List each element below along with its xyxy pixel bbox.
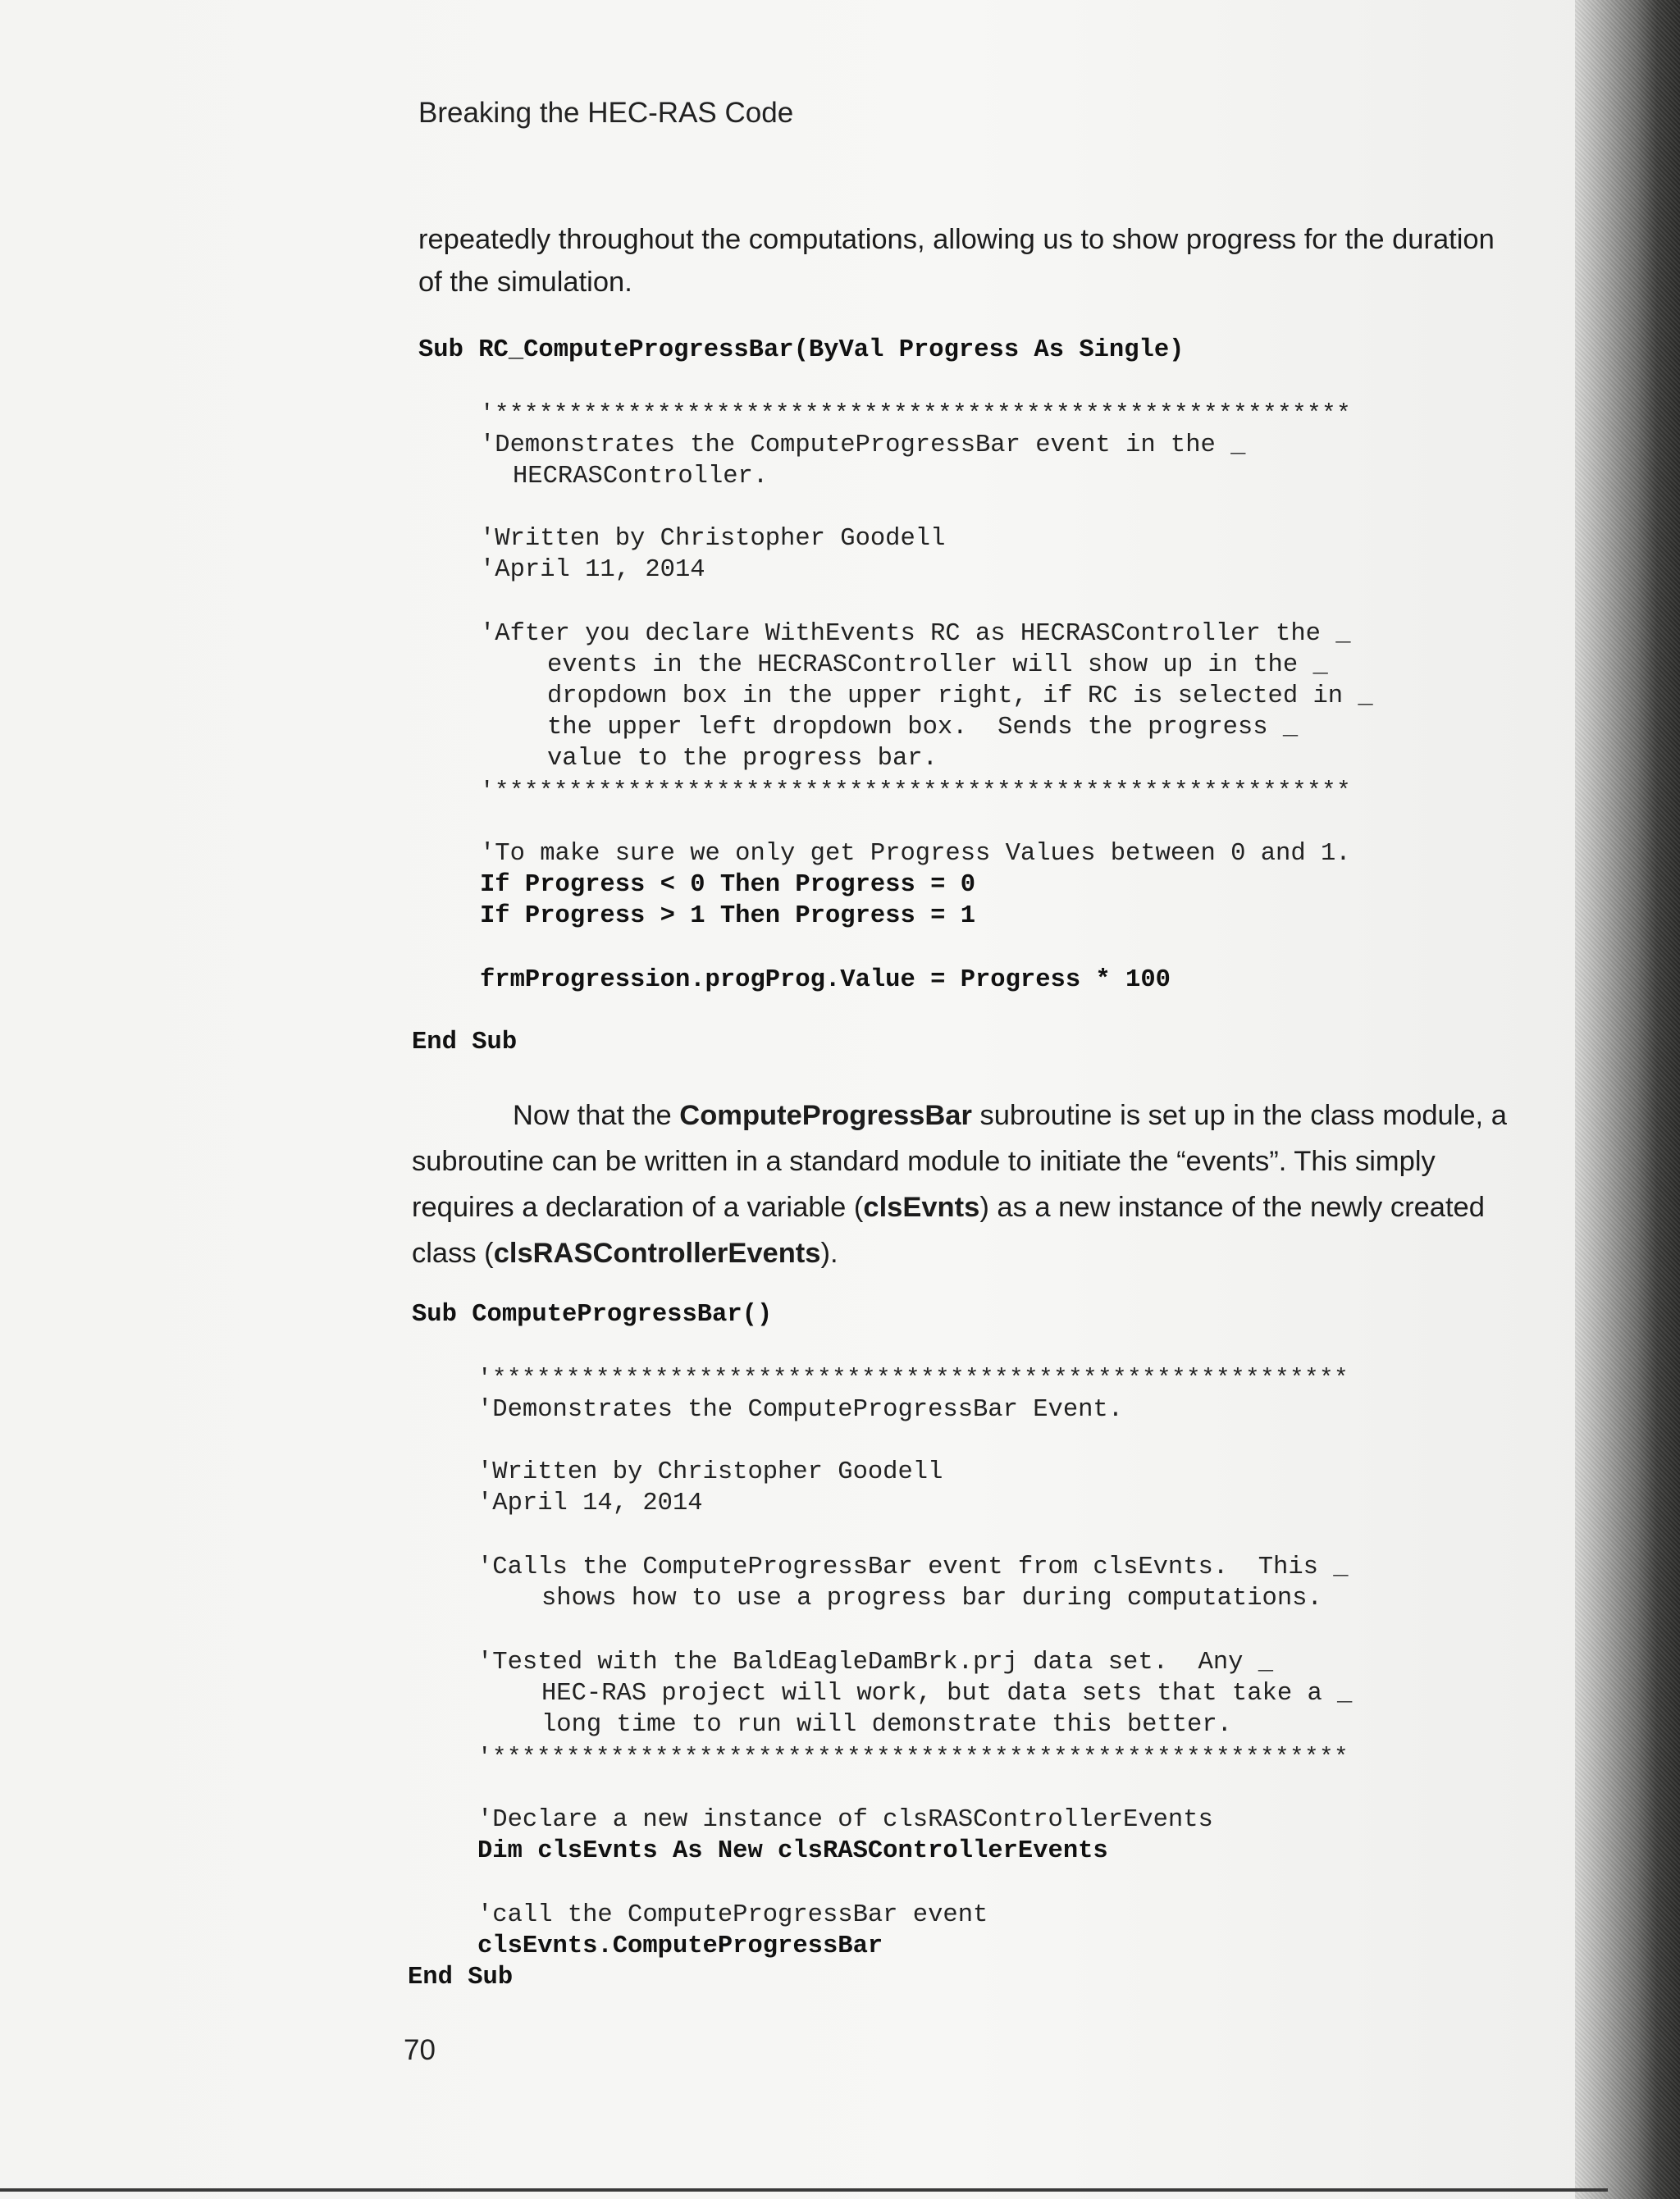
- code1-sub-declaration: Sub RC_ComputeProgressBar(ByVal Progress As Single): [418, 336, 1185, 364]
- code1-if-less: If Progress < 0 Then Progress = 0: [480, 871, 975, 899]
- code2-comment-5c: long time to run will demonstrate this better.: [541, 1711, 1232, 1739]
- code1-assign-value: frmProgression.progProg.Value = Progress * 100: [480, 966, 1171, 994]
- code2-comment-5a: 'Tested with the BaldEagleDamBrk.prj data set. Any _: [477, 1649, 1274, 1677]
- code2-comment-7: 'call the ComputeProgressBar event: [477, 1901, 988, 1929]
- code2-comment-6: 'Declare a new instance of clsRASControllerEvents: [477, 1806, 1213, 1834]
- intro-line-2: of the simulation.: [418, 267, 632, 298]
- code1-comment-4d: the upper left dropdown box. Sends the progress _: [547, 714, 1299, 741]
- code2-comment-4b: shows how to use a progress bar during computations.: [541, 1585, 1322, 1613]
- code2-stars-bottom: '**********************************************************: [477, 1744, 1349, 1771]
- running-header: Breaking the HEC-RAS Code: [418, 97, 794, 129]
- code2-stars-top: '**********************************************************: [477, 1365, 1349, 1392]
- code1-comment-date: 'April 11, 2014: [480, 556, 705, 584]
- code1-comment-4a: 'After you declare WithEvents RC as HECRASController the _: [480, 620, 1351, 648]
- book-binding-shadow: [1575, 0, 1680, 2199]
- code1-comment-4e: value to the progress bar.: [547, 745, 938, 773]
- code1-end-sub: End Sub: [412, 1029, 518, 1056]
- code1-comment-1: 'Demonstrates the ComputeProgressBar event in the _: [480, 431, 1246, 459]
- code2-comment-author: 'Written by Christopher Goodell: [477, 1458, 943, 1486]
- code2-comment-5b: HEC-RAS project will work, but data sets that take a _: [541, 1680, 1353, 1708]
- para-line-2: subroutine can be written in a standard module to initiate the “events”. This simply: [412, 1146, 1436, 1177]
- code2-comment-4a: 'Calls the ComputeProgressBar event from clsEvnts. This _: [477, 1553, 1349, 1581]
- para-line-3: requires a declaration of a variable (clsEvnts) as a new instance of the newly created: [412, 1192, 1485, 1223]
- code1-stars-top: '**********************************************************: [480, 400, 1352, 427]
- code1-comment-1b: HECRASController.: [513, 463, 769, 490]
- code1-comment-4b: events in the HECRASController will show up in the _: [547, 651, 1328, 679]
- code1-stars-bottom: '**********************************************************: [480, 778, 1352, 805]
- intro-line-1: repeatedly throughout the computations, allowing us to show progress for the duration: [418, 224, 1495, 255]
- code2-comment-date: 'April 14, 2014: [477, 1490, 703, 1517]
- code2-comment-1: 'Demonstrates the ComputeProgressBar Event.: [477, 1396, 1124, 1424]
- code1-comment-author: 'Written by Christopher Goodell: [480, 525, 946, 553]
- para-line-4: class (clsRASControllerEvents).: [412, 1238, 838, 1269]
- page-number: 70: [404, 2034, 436, 2066]
- code1-comment-5: 'To make sure we only get Progress Values between 0 and 1.: [480, 840, 1351, 868]
- code1-comment-4c: dropdown box in the upper right, if RC is selected in _: [547, 682, 1373, 710]
- para-line-1: Now that the ComputeProgressBar subroutine is set up in the class module, a: [513, 1100, 1507, 1131]
- page-bottom-edge: [0, 2188, 1608, 2192]
- code2-dim-statement: Dim clsEvnts As New clsRASControllerEvents: [477, 1837, 1108, 1865]
- code2-call-statement: clsEvnts.ComputeProgressBar: [477, 1932, 883, 1960]
- code2-sub-declaration: Sub ComputeProgressBar(): [412, 1301, 773, 1329]
- code1-if-greater: If Progress > 1 Then Progress = 1: [480, 902, 975, 930]
- code2-end-sub: End Sub: [408, 1964, 514, 1991]
